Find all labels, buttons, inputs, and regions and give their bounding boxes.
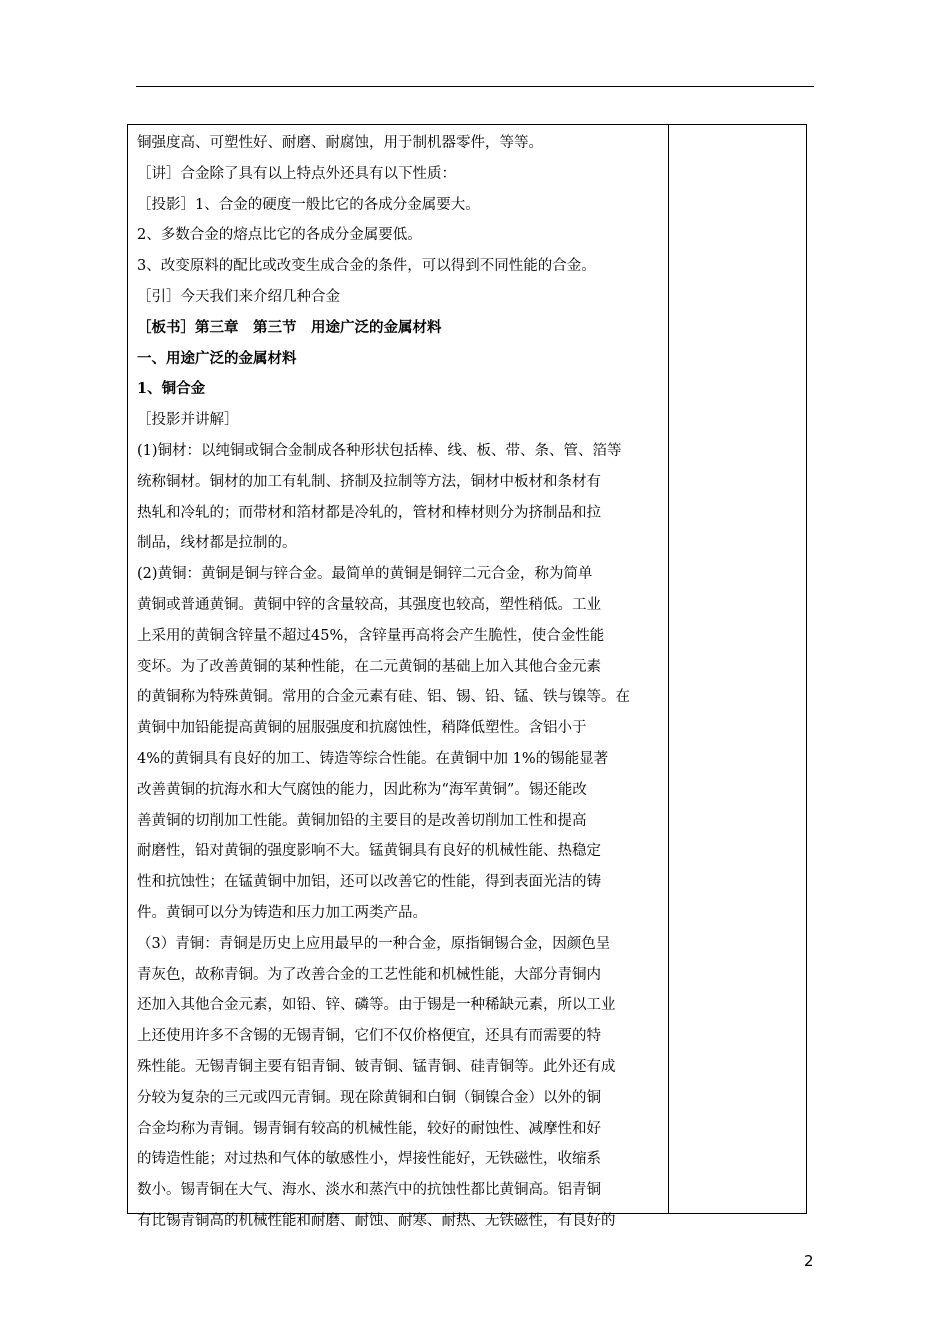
text-line: 善黄铜的切削加工性能。黄铜加铅的主要目的是改善切削加工性和提高 <box>137 812 587 829</box>
text-line: 上还使用许多不含锡的无锡青铜，它们不仅价格便宜，还具有而需要的特 <box>137 1028 601 1045</box>
page-number: 2 <box>804 1252 814 1270</box>
text-line: (1)铜材：以纯铜或铜合金制成各种形状包括棒、线、板、带、条、管、箔等 <box>137 442 622 459</box>
blackboard-heading: ［板书］第三章 第三节 用途广泛的金属材料 <box>137 318 442 336</box>
lesson-table <box>127 124 807 1229</box>
text-line: 数小。锡青铜在大气、海水、淡水和蒸汽中的抗蚀性都比黄铜高。铝青铜 <box>137 1182 601 1199</box>
text-line: 改善黄铜的抗海水和大气腐蚀的能力，因此称为“海军黄铜”。锡还能改 <box>137 781 587 798</box>
text-line: 上采用的黄铜含锌量不超过45%，含锌量再高将会产生脆性，使合金性能 <box>137 627 605 644</box>
text-line: 2、多数合金的熔点比它的各成分金属要低。 <box>137 227 422 244</box>
text-line: 3、改变原料的配比或改变生成合金的条件，可以得到不同性能的合金。 <box>137 258 596 275</box>
text-line: 铜强度高、可塑性好、耐磨、耐腐蚀，用于制机器零件，等等。 <box>137 135 543 151</box>
text-line: 性和抗蚀性；在锰黄铜中加铝，还可以改善它的性能，得到表面光洁的铸 <box>137 874 601 891</box>
subsection-heading: 1、铜合金 <box>137 380 206 398</box>
text-line: 青灰色，故称青铜。为了改善合金的工艺性能和机械性能，大部分青铜内 <box>137 966 601 983</box>
text-line: ［投影并讲解］ <box>137 412 239 429</box>
text-line: 制品，线材都是拉制的。 <box>137 535 297 552</box>
text-line: (2)黄铜：黄铜是铜与锌合金。最简单的黄铜是铜锌二元合金，称为简单 <box>137 566 593 583</box>
text-line: 的黄铜称为特殊黄铜。常用的合金元素有硅、铝、锡、铅、锰、铁与镍等。在 <box>137 689 630 706</box>
text-line: 件。黄铜可以分为铸造和压力加工两类产品。 <box>137 904 427 921</box>
text-line: 黄铜中加铅能提高黄铜的屈服强度和抗腐蚀性，稍降低塑性。含铝小于 <box>137 720 587 737</box>
text-line: 黄铜或普通黄铜。黄铜中锌的含量较高，其强度也较高，塑性稍低。工业 <box>137 596 601 613</box>
text-line: （3）青铜：青铜是历史上应用最早的一种合金，原指铜锡合金，因颜色呈 <box>137 935 611 952</box>
lesson-content <box>137 128 667 1237</box>
text-line: ［讲］合金除了具有以上特点外还具有以下性质： <box>137 165 456 182</box>
text-line: ［投影］1、合金的硬度一般比它的各成分金属要大。 <box>137 196 480 213</box>
section-heading: 一、用途广泛的金属材料 <box>137 349 297 367</box>
text-line: 热轧和冷轧的；而带材和箔材都是冷轧的，管材和棒材则分为挤制品和拉 <box>137 504 601 521</box>
text-line: 还加入其他合金元素，如铅、锌、磷等。由于锡是一种稀缺元素，所以工业 <box>137 997 616 1014</box>
text-line: 4%的黄铜具有良好的加工、铸造等综合性能。在黄铜中加 1%的锡能显著 <box>137 750 609 767</box>
text-line: 殊性能。无锡青铜主要有铝青铜、铍青铜、锰青铜、硅青铜等。此外还有成 <box>137 1058 616 1075</box>
text-line: 有比锡青铜高的机械性能和耐磨、耐蚀、耐寒、耐热、无铁磁性，有良好的 <box>137 1212 616 1229</box>
text-line: 变坏。为了改善黄铜的某种性能，在二元黄铜的基础上加入其他合金元素 <box>137 658 601 675</box>
text-line: 分较为复杂的三元或四元青铜。现在除黄铜和白铜（铜镍合金）以外的铜 <box>137 1089 601 1106</box>
text-line: 耐磨性，铅对黄铜的强度影响不大。锰黄铜具有良好的机械性能、热稳定 <box>137 843 601 860</box>
text-line: 的铸造性能；对过热和气体的敏感性小，焊接性能好，无铁磁性，收缩系 <box>137 1151 601 1168</box>
text-line: ［引］今天我们来介绍几种合金 <box>137 288 340 305</box>
text-line: 统称铜材。铜材的加工有轧制、挤制及拉制等方法，铜材中板材和条材有 <box>137 473 601 490</box>
notes-column-divider <box>668 125 669 1213</box>
text-line: 合金均称为青铜。锡青铜有较高的机械性能，较好的耐蚀性、减摩性和好 <box>137 1120 601 1137</box>
header-rule <box>136 86 814 87</box>
